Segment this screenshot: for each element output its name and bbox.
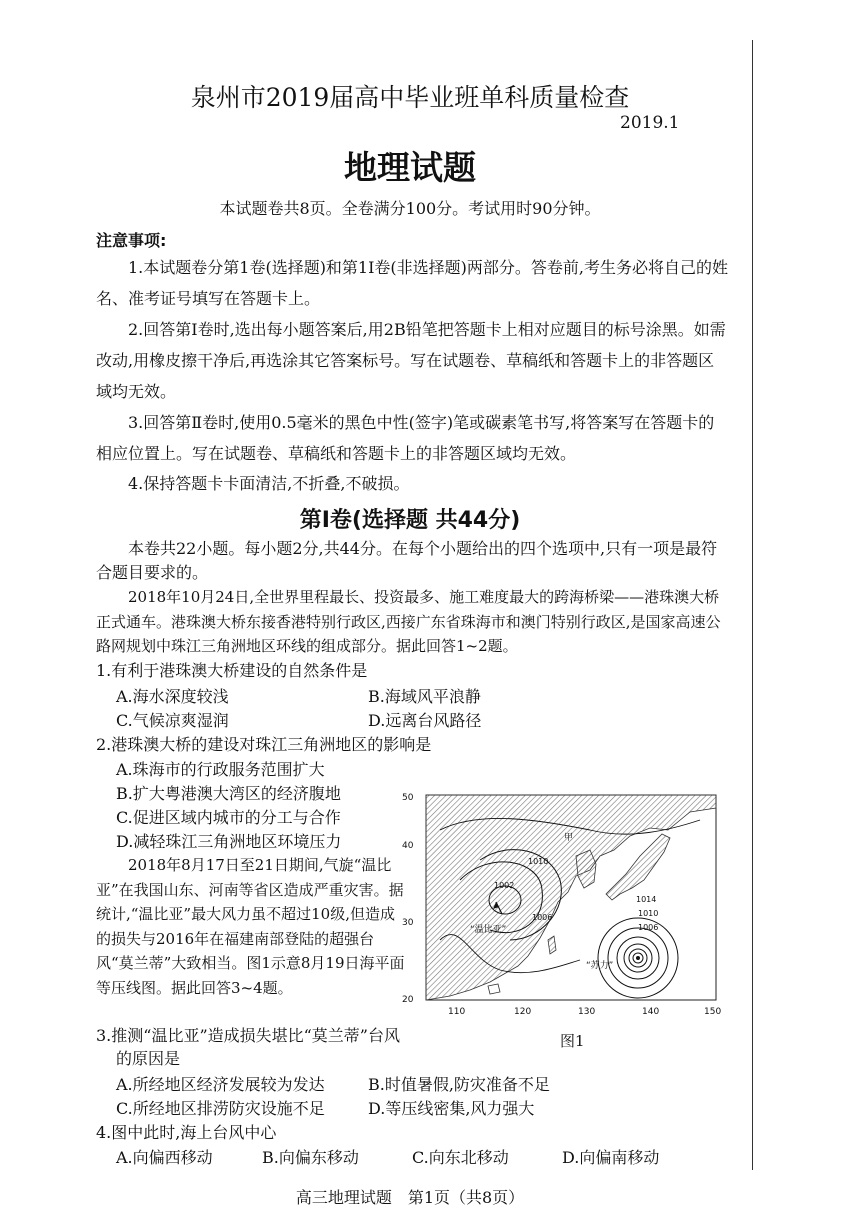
q4-option-a: A.向偏西移动	[116, 1148, 213, 1167]
q3-option-b: B.时值暑假,防灾准备不足	[368, 1075, 550, 1094]
q3-option-c: C.所经地区排涝防灾设施不足	[116, 1099, 325, 1118]
isobar-value: 1014	[636, 895, 657, 904]
q4-stem: 4.图中此时,海上台风中心	[96, 1123, 277, 1142]
q2-option-d: D.减轻珠江三角洲地区环境压力	[116, 832, 342, 851]
x-tick: 140	[642, 1007, 660, 1017]
section-intro: 本卷共22小题。每小题2分,共44分。在每个小题给出的四个选项中,只有一项是最符合题目要求的。	[96, 539, 718, 582]
isobar-value: 1010	[638, 909, 659, 918]
y-tick: 40	[402, 841, 414, 851]
label-wenbiya: “温比亚”	[470, 925, 507, 935]
notice-item-4: 4.保持答题卡卡面清洁,不折叠,不破损。	[128, 474, 410, 493]
section-title: 第Ⅰ卷(选择题 共44分)	[299, 508, 521, 533]
notice-item-2: 2.回答第Ⅰ卷时,选出每小题答案后,用2B铅笔把答题卡上相对应题目的标号涂黑。如需改动,用橡皮擦干净后,再选涂其它答案标号。写在试题卷、草稿纸和答题卡上的非答题区域均无效。	[96, 320, 726, 401]
typhoon-center	[636, 956, 640, 960]
q3-option-a: A.所经地区经济发展较为发达	[116, 1075, 325, 1094]
isobar-map	[400, 790, 730, 1022]
q4-option-b: B.向偏东移动	[262, 1148, 359, 1167]
q2-option-a: A.珠海市的行政服务范围扩大	[116, 760, 325, 779]
notice-item-1: 1.本试题卷分第1卷(选择题)和第1I卷(非选择题)两部分。答卷前,考生务必将自己的姓名、准考证号填写在答题卡上。	[96, 258, 729, 308]
x-tick: 120	[514, 1007, 532, 1017]
q2-option-b: B.扩大粤港澳大湾区的经济腹地	[116, 784, 341, 803]
notice-item-3: 3.回答第Ⅱ卷时,使用0.5毫米的黑色中性(签字)笔或碳素笔书写,将答案写在答题卡的相应位置上。写在试题卷、草稿纸和答题卡上的非答题区域均无效。	[96, 413, 715, 463]
isobar-value: 1002	[494, 881, 515, 890]
label-sulin: “苏力”	[586, 961, 614, 971]
q4-option-c: C.向东北移动	[412, 1148, 509, 1167]
q3-stem: 3.推测“温比亚”造成损失堪比“莫兰蒂”台风	[96, 1026, 400, 1045]
x-tick: 130	[578, 1007, 596, 1017]
subject-title: 地理试题	[344, 148, 476, 187]
q4-option-d: D.向偏南移动	[562, 1148, 660, 1167]
y-tick: 20	[402, 995, 414, 1005]
q1-option-d: D.远离台风路径	[368, 711, 482, 730]
x-tick: 110	[448, 1007, 466, 1017]
q3-stem-cont: 的原因是	[116, 1049, 181, 1068]
q3-option-d: D.等压线密集,风力强大	[368, 1099, 535, 1118]
q1-option-c: C.气候凉爽湿润	[116, 711, 229, 730]
isobar-value: 1006	[638, 923, 659, 932]
y-tick: 50	[402, 793, 414, 803]
isobar-value: 1010	[528, 857, 549, 866]
label-jia: 甲	[564, 833, 574, 843]
figure-caption: 图1	[560, 1032, 585, 1050]
q2-stem: 2.港珠澳大桥的建设对珠江三角洲地区的影响是	[96, 735, 432, 754]
q2-option-c: C.促进区域内城市的分工与合作	[116, 808, 341, 827]
passage-bridge: 2018年10月24日,全世界里程最长、投资最多、施工难度最大的跨海桥梁——港珠澳大桥正式通车。港珠澳大桥东接香港特别行政区,西接广东省珠海市和澳门特别行政区,是国家高速公路网规划中珠江三角洲地区环线的组成部分。据此回答1~2题。	[96, 588, 721, 655]
hainan-island	[488, 984, 500, 994]
notice-heading: 注意事项:	[96, 231, 167, 250]
exam-title: 泉州市2019届高中毕业班单科质量检查	[190, 83, 630, 112]
isobar-value: 1006	[532, 913, 553, 922]
x-tick: 150	[704, 1007, 722, 1017]
q1-option-a: A.海水深度较浅	[116, 687, 229, 706]
q1-option-b: B.海域风平浪静	[368, 687, 481, 706]
exam-info: 本试题卷共8页。全卷满分100分。考试用时90分钟。	[219, 199, 601, 218]
q1-stem: 1.有利于港珠澳大桥建设的自然条件是	[96, 661, 368, 680]
y-tick: 30	[402, 918, 414, 928]
page-footer: 高三地理试题 第1页（共8页）	[295, 1188, 525, 1207]
passage-cyclone: 2018年8月17日至21日期间,气旋“温比亚”在我国山东、河南等省区造成严重灾害。据统计,“温比亚”最大风力虽不超过10级,但造成的损失与2016年在福建南部登陆的超强台风“莫兰蒂”大致相当。图1示意8月19日海平面等压线图。据此回答3~4题。	[96, 856, 405, 997]
exam-date: 2019.1	[620, 113, 680, 133]
